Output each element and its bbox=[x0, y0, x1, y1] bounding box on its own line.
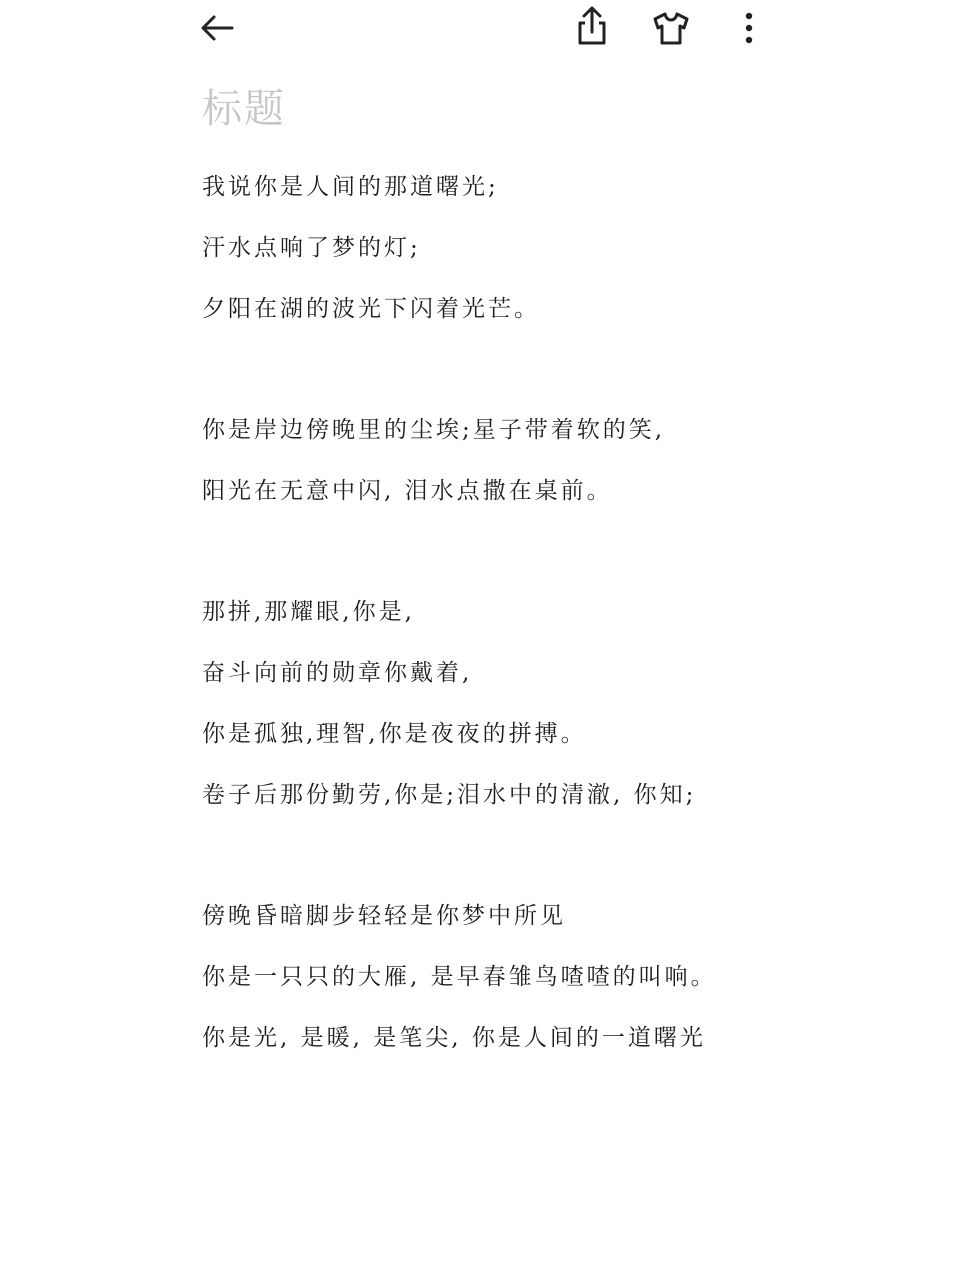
note-line[interactable]: 你是孤独,理智,你是夜夜的拼搏。 bbox=[202, 721, 587, 747]
note-line[interactable]: 阳光在无意中闪, 泪水点撒在桌前。 bbox=[202, 478, 613, 504]
theme-button[interactable] bbox=[647, 4, 695, 52]
back-button[interactable] bbox=[193, 4, 241, 52]
note-line[interactable]: 你是岸边傍晚里的尘埃;星子带着软的笑, bbox=[202, 417, 666, 443]
note-line[interactable]: 夕阳在湖的波光下闪着光芒。 bbox=[202, 296, 540, 322]
note-title-input[interactable]: 标题 bbox=[202, 86, 286, 132]
note-line[interactable]: 你是光, 是暖, 是笔尖, 你是人间的一道曙光 bbox=[202, 1025, 706, 1051]
share-button[interactable] bbox=[568, 2, 616, 50]
arrow-left-icon bbox=[197, 8, 237, 48]
share-icon bbox=[572, 4, 612, 48]
note-line[interactable]: 汗水点响了梦的灯; bbox=[202, 235, 421, 261]
tshirt-icon bbox=[650, 8, 692, 48]
note-line[interactable]: 卷子后那份勤劳,你是;泪水中的清澈, 你知; bbox=[202, 782, 697, 808]
top-toolbar bbox=[0, 0, 960, 60]
note-line[interactable]: 奋斗向前的勋章你戴着, bbox=[202, 660, 473, 686]
note-line[interactable]: 那拼,那耀眼,你是, bbox=[202, 599, 415, 625]
note-line[interactable]: 傍晚昏暗脚步轻轻是你梦中所见 bbox=[202, 903, 566, 929]
more-vertical-icon bbox=[743, 10, 755, 46]
note-line[interactable]: 我说你是人间的那道曙光; bbox=[202, 174, 499, 200]
note-line[interactable]: 你是一只只的大雁, 是早春雏鸟喳喳的叫响。 bbox=[202, 964, 717, 990]
more-button[interactable] bbox=[725, 4, 773, 52]
